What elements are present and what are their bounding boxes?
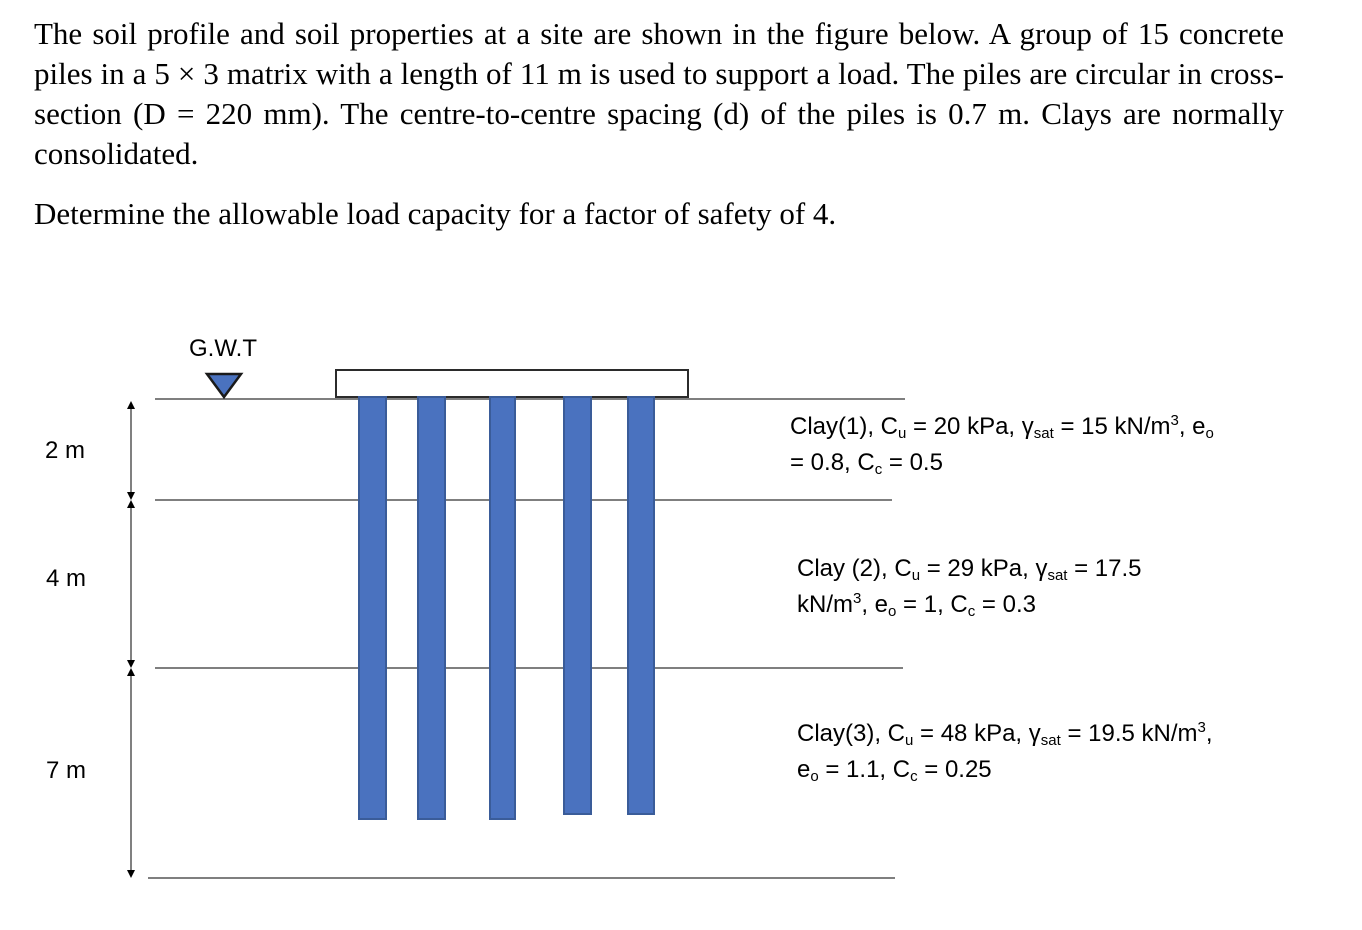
groundwater-table-icon: [207, 374, 241, 397]
pile-cap: [336, 370, 688, 397]
problem-paragraph: The soil profile and soil properties at a site are shown in the figure below. A group of 15 concrete piles in a 5 × 3 matrix with a length of 11 m is used to support a load. The piles are circular in cross-section (D = 220 mm). The centre-to-centre spacing (d) of the piles is 0.7 m. Clays are normally consolidated.: [34, 16, 1284, 171]
clay2-properties: Clay (2), $C_u = 29$ kPa, $\gamma_{sat} = 17.5$ $kN/m^3$, $e_o = 1$, $C_c = 0.3$: [797, 555, 1142, 620]
clay3-properties: Clay(3), $C_u = 48$ kPa, $\gamma_{sat} = 19.5$ $kN/m^3$, $e_o = 1.1$, $C_c = 0.25$: [797, 719, 1213, 785]
clay1-properties: Clay(1), $C_u = 20$ kPa, $\gamma_{sat} = 15$ $kN/m^3$, $e_o$ = 0.8, $C_c = 0.5$: [790, 412, 1214, 478]
pile: [359, 397, 386, 819]
dimension-label-4m: 4 m: [46, 565, 87, 592]
pile: [564, 397, 591, 814]
dimension-label-7m: 7 m: [46, 757, 87, 784]
gwt-label: G.W.T: [189, 335, 257, 362]
pile: [628, 397, 654, 814]
pile: [418, 397, 445, 819]
dimension-label-2m: 2 m: [45, 437, 86, 464]
problem-question: Determine the allowable load capacity for a factor of safety of 4.: [34, 196, 837, 231]
pile: [490, 397, 515, 819]
